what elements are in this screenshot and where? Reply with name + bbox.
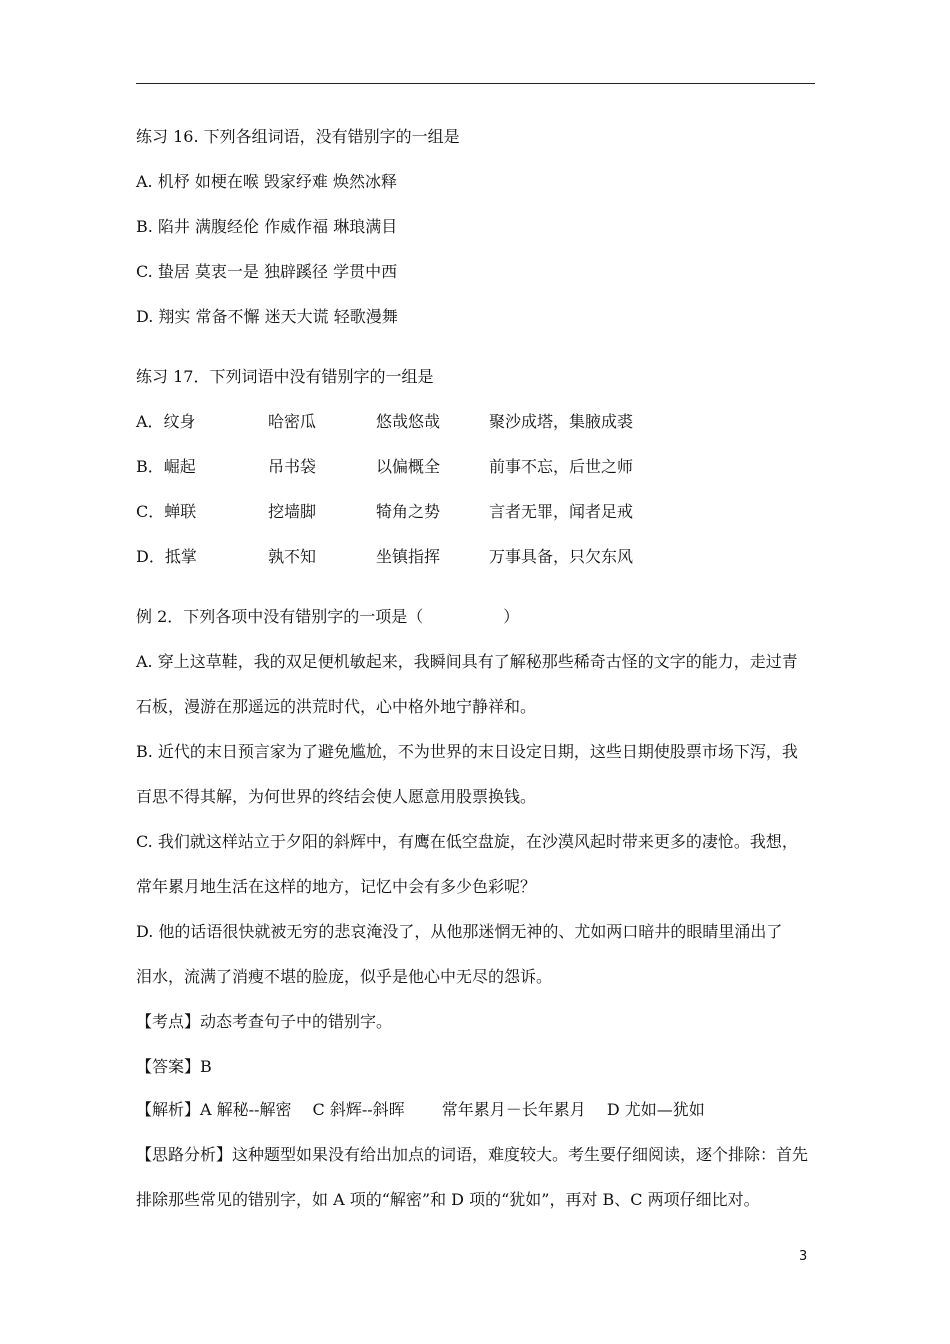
example-2-option-a-line1: A. 穿上这草鞋，我的双足便机敏起来，我瞬间具有了解秘那些稀奇古怪的文字的能力，走过青 (136, 652, 798, 671)
exercise-16-option-a: A. 机杼 如梗在喉 毁家纾难 焕然冰释 (136, 172, 397, 191)
option-word: B．崛起 (136, 457, 196, 476)
header-rule (136, 83, 815, 84)
option-word: 孰不知 (268, 547, 317, 566)
option-word: 坐镇指挥 (376, 547, 441, 566)
analysis-line1: 【思路分析】这种题型如果没有给出加点的词语，难度较大。考生要仔细阅读，逐个排除：首先 (136, 1145, 809, 1164)
example-2-title: 例 2．下列各项中没有错别字的一项是（ ） (136, 607, 520, 626)
exam-point: 【考点】动态考查句子中的错别字。 (136, 1012, 393, 1031)
option-word: 悠哉悠哉 (376, 412, 441, 431)
example-2-option-a-line2: 石板，漫游在那遥远的洪荒时代，心中格外地宁静祥和。 (136, 697, 537, 716)
analysis-line2: 排除那些常见的错别字，如 A 项的“解密”和 D 项的“犹如”，再对 B、C 两项仔细比对。 (136, 1190, 760, 1209)
exercise-17-title: 练习 17．下列词语中没有错别字的一组是 (136, 367, 434, 386)
page-number: 3 (799, 1249, 808, 1264)
answer: 【答案】B (136, 1057, 212, 1076)
exercise-16-option-c: C. 蛰居 莫衷一是 独辟蹊径 学贯中西 (136, 262, 398, 281)
example-2-option-d-line1: D. 他的话语很快就被无穷的悲哀淹没了，从他那迷惘无神的、尤如两口暗井的眼睛里涌出了 (136, 922, 783, 941)
option-word: 前事不忘，后世之师 (489, 457, 634, 476)
option-word: 犄角之势 (376, 502, 441, 521)
example-2-option-b-line2: 百思不得其解，为何世界的终结会使人愿意用股票换钱。 (136, 787, 537, 806)
exercise-16-option-b: B. 陷井 满腹经伦 作威作福 琳琅满目 (136, 217, 398, 236)
option-word: C．蝉联 (136, 502, 197, 521)
option-word: D．抵掌 (136, 547, 197, 566)
example-2-option-d-line2: 泪水，流满了消瘦不堪的脸庞，似乎是他心中无尽的怨诉。 (136, 967, 553, 986)
exercise-16-title: 练习 16. 下列各组词语，没有错别字的一组是 (136, 127, 460, 146)
option-word: 万事具备，只欠东风 (489, 547, 634, 566)
option-word: 挖墙脚 (268, 502, 317, 521)
option-word: 吊书袋 (268, 457, 317, 476)
option-word: 以偏概全 (376, 457, 441, 476)
example-2-option-b-line1: B. 近代的末日预言家为了避免尴尬，不为世界的末日设定日期，这些日期使股票市场下泻，我 (136, 742, 798, 761)
option-word: 哈密瓜 (268, 412, 317, 431)
option-word: A．纹身 (136, 412, 196, 431)
explanation: 【解析】A 解秘--解密 C 斜辉--斜晖 常年累月－长年累月 D 尤如—犹如 (136, 1100, 705, 1119)
example-2-option-c-line1: C. 我们就这样站立于夕阳的斜辉中，有鹰在低空盘旋，在沙漠风起时带来更多的凄怆。我想， (136, 832, 798, 851)
example-2-option-c-line2: 常年累月地生活在这样的地方，记忆中会有多少色彩呢？ (136, 877, 537, 896)
exercise-16-option-d: D. 翔实 常备不懈 迷天大谎 轻歌漫舞 (136, 307, 398, 326)
option-word: 言者无罪，闻者足戒 (489, 502, 634, 521)
option-word: 聚沙成塔，集腋成裘 (489, 412, 634, 431)
